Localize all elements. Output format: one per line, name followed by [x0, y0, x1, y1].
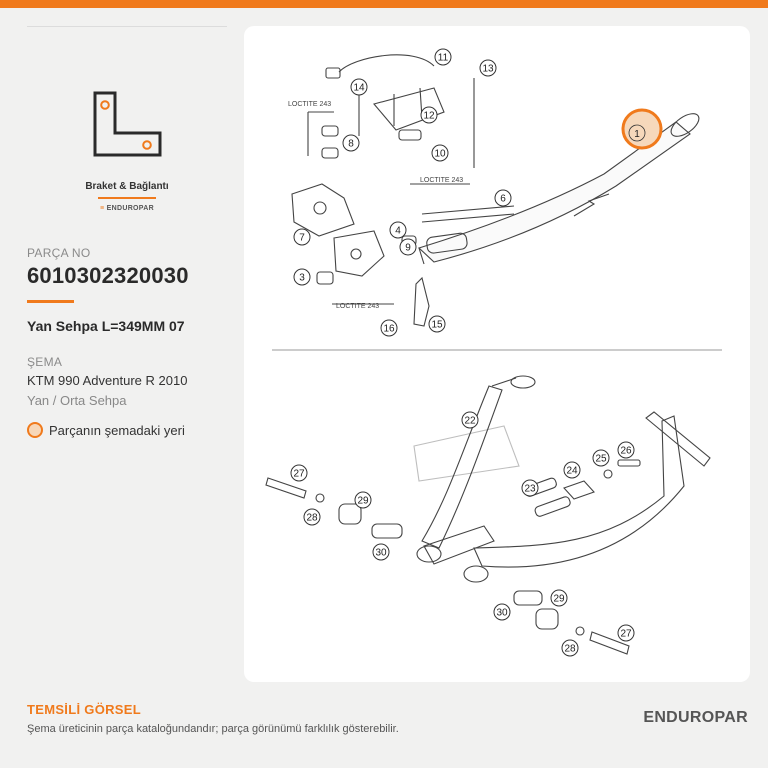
callout-29 — [551, 590, 567, 606]
loctite-label: LOCTITE 243 — [288, 101, 332, 108]
footer-note: Şema üreticinin parça kataloğundandır; parça görünümü farklılık gösterebilir. — [27, 723, 399, 735]
callout-number: 25 — [595, 453, 607, 465]
highlight-marker-icon — [27, 422, 43, 438]
callout-number: 14 — [353, 82, 365, 94]
callout-number: 27 — [293, 468, 305, 480]
callout-number: 24 — [566, 465, 578, 477]
callout-28 — [304, 509, 320, 525]
callout-number: 9 — [405, 242, 411, 254]
callout-25 — [593, 450, 609, 466]
callout-27 — [618, 625, 634, 641]
callout-number: 1 — [634, 129, 640, 140]
callout-26 — [618, 442, 634, 458]
callout-4 — [390, 222, 406, 238]
loctite-label: LOCTITE 243 — [420, 177, 464, 184]
callout-number: 27 — [620, 628, 632, 640]
callout-24 — [564, 462, 580, 478]
sidebar-divider — [27, 26, 227, 27]
part-name: Yan Sehpa L=349MM 07 — [27, 318, 185, 334]
part-number: 6010302320030 — [27, 263, 189, 288]
callout-number: 29 — [553, 593, 565, 605]
part-number-label: PARÇA NO — [27, 246, 91, 260]
callout-number: 12 — [423, 110, 435, 122]
callout-number: 26 — [620, 445, 632, 457]
callout-23 — [522, 480, 538, 496]
top-accent-bar — [0, 0, 768, 8]
callout-11 — [435, 49, 451, 65]
parts-diagram — [244, 26, 750, 682]
enduropar-mark-icon: ≡ — [100, 205, 107, 212]
callout-6 — [495, 190, 511, 206]
callout-8 — [343, 135, 359, 151]
callout-number: 6 — [500, 193, 506, 205]
footer-title: TEMSİLİ GÖRSEL — [27, 702, 141, 717]
callout-number: 28 — [306, 512, 318, 524]
callout-30 — [373, 544, 389, 560]
callout-number: 16 — [383, 323, 395, 335]
category-title: Braket & Bağlantı — [85, 181, 169, 192]
schema-category: Yan / Orta Sehpa — [27, 393, 127, 408]
enduropar-logo-text: ENDUROPAR — [106, 205, 154, 212]
callout-number: 10 — [434, 148, 446, 160]
category-underline — [98, 197, 156, 199]
callout-9 — [400, 239, 416, 255]
callout-number: 30 — [375, 547, 387, 559]
callout-number: 7 — [299, 232, 305, 244]
highlight-legend — [27, 422, 185, 438]
callout-10 — [432, 145, 448, 161]
callout-13 — [480, 60, 496, 76]
callout-14 — [351, 79, 367, 95]
callout-15 — [429, 316, 445, 332]
bracket-category-icon — [88, 88, 168, 160]
callout-number: 30 — [496, 607, 508, 619]
loctite-label: LOCTITE 243 — [336, 303, 380, 310]
callout-12 — [421, 107, 437, 123]
legend-text: Parçanın şemadaki yeri — [49, 422, 185, 438]
schema-model: KTM 990 Adventure R 2010 — [27, 373, 188, 388]
callout-number: 3 — [299, 272, 305, 284]
schema-label: ŞEMA — [27, 355, 63, 369]
callout-number: 4 — [395, 225, 401, 237]
parts-diagram-panel — [244, 26, 750, 682]
footer-brand: ENDUROPAR — [643, 709, 748, 726]
enduropar-logo — [0, 205, 254, 212]
callout-30 — [494, 604, 510, 620]
callout-number: 22 — [464, 415, 476, 427]
part-number-accent — [27, 300, 74, 303]
callout-number: 8 — [348, 138, 354, 150]
callout-16 — [381, 320, 397, 336]
callout-28 — [562, 640, 578, 656]
callout-22 — [462, 412, 478, 428]
callout-number: 15 — [431, 319, 443, 331]
callout-number: 11 — [437, 52, 449, 64]
callout-number: 28 — [564, 643, 576, 655]
callout-number: 23 — [524, 483, 536, 495]
callout-27 — [291, 465, 307, 481]
callout-3 — [294, 269, 310, 285]
callout-number: 29 — [357, 495, 369, 507]
callout-29 — [355, 492, 371, 508]
callout-7 — [294, 229, 310, 245]
callout-number: 13 — [482, 63, 494, 75]
highlighted-part-callout — [623, 110, 661, 148]
